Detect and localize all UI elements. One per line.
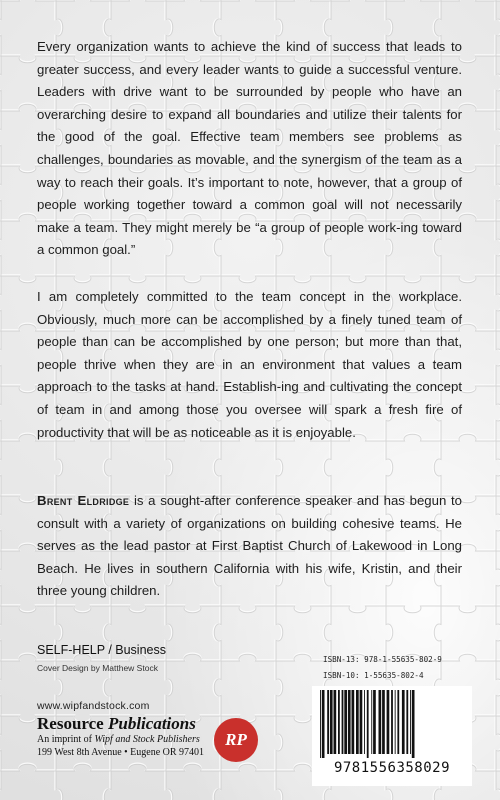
puzzle-edge: [496, 110, 500, 165]
barcode-bar: [360, 690, 363, 754]
isbn-13: ISBN-13: 978-1-55635-802-9: [323, 655, 442, 664]
barcode-number: 9781556358029: [333, 760, 451, 776]
barcode-bar: [387, 690, 390, 754]
puzzle-edge: [496, 275, 500, 330]
category-label: SELF-HELP / Business: [37, 643, 166, 657]
imprint-prefix: An imprint of: [37, 734, 95, 745]
barcode-bar: [406, 690, 408, 754]
barcode-bar: [344, 690, 347, 754]
imprint-publisher: Wipf and Stock Publishers: [94, 734, 200, 745]
isbn-10: ISBN-10: 1-55635-802-4: [323, 671, 424, 680]
puzzle-edge: [496, 770, 500, 800]
barcode-bar: [338, 690, 340, 754]
barcode-bars: [318, 690, 466, 758]
puzzle-edge: [496, 440, 500, 495]
rp-logo-text: RP: [225, 730, 247, 749]
puzzle-edge: [496, 165, 500, 220]
barcode-bar: [320, 690, 321, 758]
description-paragraph-2: I am completely committed to the team concept in the workplace. Obviously, much more can be accomplished by a finely tuned team of people than can be accomplished by one person; but more than that, people thrive when they are in an environment that values a team approach to the tasks at hand. Establish-ing and cultivating the concept of team in and among those you oversee will spark a fresh fire of productivity that will be as noticeable as it is enjoyable.: [37, 289, 462, 440]
barcode-bar: [364, 690, 365, 754]
barcode-bar: [373, 690, 376, 754]
barcode-bar: [322, 690, 325, 758]
barcode: [312, 686, 472, 786]
barcode-bar: [379, 690, 382, 754]
puzzle-edge: [496, 605, 500, 660]
publisher-website: www.wipfandstock.com: [37, 700, 150, 712]
author-bio-text: is a sought-after conference speaker and has begun to consult with a variety of organizations on building cohesive teams. He serves as the lead pastor at First Baptist Church of Lakewood in Long Beach. He lives in southern California with his wife, Kristin, and their three young children.: [37, 493, 462, 599]
puzzle-edge: [496, 385, 500, 440]
puzzle-edge: [496, 220, 500, 275]
puzzle-edge: [496, 715, 500, 770]
barcode-bar: [395, 690, 396, 754]
description-paragraph-1: Every organization wants to achieve the kind of success that leads to greater success, and every leader wants to guide a successful venture. Leaders with drive want to be surrounded by people who have an overarching desire to expand all boundaries and utilize their talents for the good of the goal. Effective team members see problems as challenges, boundaries as movable, and the synergism of the team as a way to reach their goals. It’s important to note, however, that a group of people working together toward a common goal will not necessarily make a team. They might merely be “a group of people work-ing toward a common goal.”: [37, 39, 462, 258]
barcode-bar: [391, 690, 393, 754]
rp-logo-icon: [214, 718, 258, 762]
barcode-bar: [327, 690, 329, 754]
barcode-bar: [342, 690, 344, 754]
barcode-bar: [367, 690, 369, 758]
publisher-name-italic: Publications: [107, 714, 196, 733]
barcode-bar: [412, 690, 415, 758]
barcode-bar: [371, 690, 372, 754]
puzzle-edge: [496, 495, 500, 550]
cover-design-credit: Cover Design by Matthew Stock: [37, 663, 158, 673]
barcode-bar: [356, 690, 359, 754]
puzzle-edge: [496, 0, 500, 55]
publisher-name-regular: Resource: [37, 714, 108, 733]
puzzle-edge: [496, 330, 500, 385]
barcode-bar: [330, 690, 333, 754]
puzzle-edge: [496, 55, 500, 110]
imprint-line: [37, 734, 204, 747]
barcode-bar: [348, 690, 351, 754]
barcode-bar: [410, 690, 411, 754]
barcode-bar: [352, 690, 355, 754]
author-name: Brent Eldridge: [37, 493, 130, 508]
barcode-bar: [397, 690, 399, 754]
publisher-block: [37, 714, 204, 759]
puzzle-edge: [496, 660, 500, 715]
barcode-bar: [382, 690, 385, 754]
publisher-name: [37, 714, 204, 734]
barcode-bar: [334, 690, 337, 754]
barcode-bar: [402, 690, 405, 754]
puzzle-edge: [496, 550, 500, 605]
publisher-address: 199 West 8th Avenue • Eugene OR 97401: [37, 746, 205, 758]
author-bio: [37, 490, 462, 603]
